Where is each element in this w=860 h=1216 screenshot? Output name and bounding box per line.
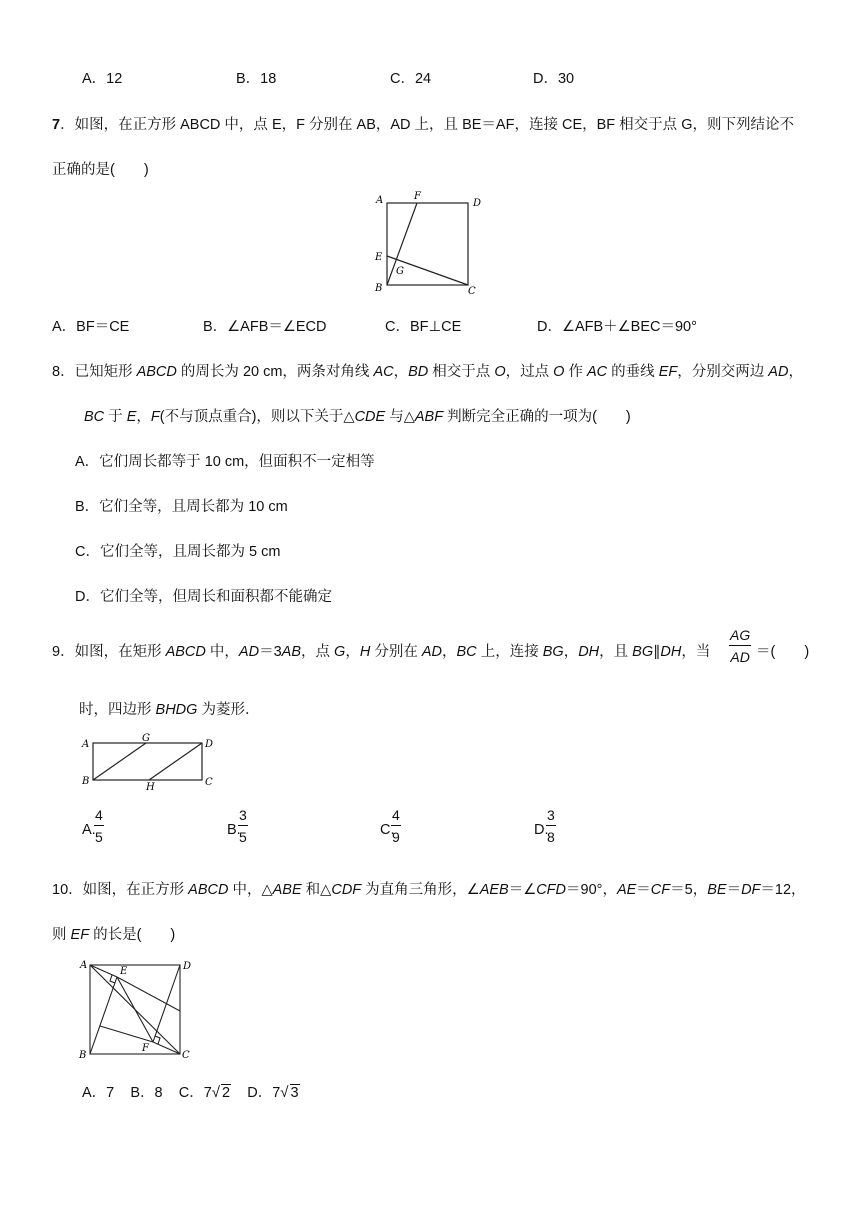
q10-label-f: F [142, 1043, 149, 1054]
q9-option-c-fraction: $\frac{4}{9}$ [392, 807, 400, 845]
q10-label-e: E [120, 966, 128, 977]
q7-option-c: C．BF⊥CE [385, 319, 462, 335]
q7-figure-square [370, 188, 490, 298]
q10-figure-square [74, 955, 204, 1065]
q7-label-e: E [375, 252, 383, 263]
q8-text-line2: BC 于 E，F(不与顶点重合)，则以下关于△CDE 与△ABF 判断完全正确的一项为( ) [84, 409, 631, 425]
q9-text-line2: 时，四边形 BHDG 为菱形． [79, 702, 260, 718]
q9-blank: ＝( ) [756, 644, 810, 660]
q6-option-a: A．12 [82, 71, 123, 87]
q7-option-b: B．∠AFB＝∠ECD [203, 319, 327, 335]
q9-label-g: G [142, 733, 150, 744]
q7-option-a: A．BF＝CE [52, 319, 130, 335]
q7-text-line2: 正确的是( ) [52, 162, 149, 178]
q7-label-c: C [468, 286, 476, 297]
q9-label-b: B [82, 776, 90, 787]
q8-text-line1: 8．已知矩形 ABCD 的周长为 20 cm，两条对角线 AC，BD 相交于点 O，过点 O 作 AC 的垂线 EF，分别交两边 AD， [52, 364, 803, 380]
q10-options [82, 1081, 300, 1102]
q8-option-a: A．它们周长都等于 10 cm，但面积不一定相等 [75, 454, 375, 470]
q7-label-b: B [375, 283, 383, 294]
q6-option-c: C．24 [390, 71, 432, 87]
q9-fraction-ag-ad: $\frac{AG}{AD}$ [730, 627, 751, 665]
q8-option-b: B．它们全等，且周长都为 10 cm [75, 499, 288, 515]
sqrt-symbol: √ 2 [211, 1084, 231, 1101]
q10-label-d: D [183, 961, 192, 972]
q9-label-h: H [146, 782, 155, 793]
sqrt-symbol: √ 3 [280, 1084, 299, 1101]
q10-text-line1: 10．如图，在正方形 ABCD 中，△ABE 和△CDF 为直角三角形，∠AEB＝∠CFD＝90°，AE＝CF＝5，BE＝DF＝12， [52, 882, 806, 898]
q7-text-line1: 7．如图，在正方形 ABCD 中，点 E，F 分别在 AB，AD 上，且 BE＝AF，连接 CE，BF 相交于点 G，则下列结论不 [52, 117, 794, 133]
q10-label-b: B [79, 1050, 87, 1061]
q8-option-d: D．它们全等，但周长和面积都不能确定 [75, 589, 332, 605]
q9-figure-rectangle [76, 732, 221, 794]
q7-number: 7 [52, 117, 61, 133]
q9-label-d: D [205, 739, 214, 750]
q10-label-a: A [80, 960, 88, 971]
q10-text-line2: 则 EF 的长是( ) [52, 927, 176, 943]
q9-option-b-letter: B. [227, 822, 241, 838]
q9-option-d-fraction: $\frac{3}{8}$ [547, 807, 555, 845]
q9-option-c-letter: C. [380, 822, 395, 838]
q9-label-a: A [82, 739, 90, 750]
q6-option-d: D．30 [533, 71, 575, 87]
q9-option-a-fraction: $\frac{4}{5}$ [95, 807, 103, 845]
q7-option-d: D．∠AFB＋∠BEC＝90° [537, 319, 697, 335]
q7-label-f: F [414, 191, 421, 202]
q9-label-c: C [205, 777, 213, 788]
q10-option-d: D．7√ 3 [247, 1084, 299, 1101]
q7-label-d: D [473, 198, 482, 209]
q10-option-b: B．8 [130, 1085, 163, 1101]
q6-option-b: B．18 [236, 71, 277, 87]
q9-option-b-fraction: $\frac{3}{5}$ [239, 807, 247, 845]
q9-option-d-letter: D. [534, 822, 549, 838]
q7-label-a: A [376, 195, 384, 206]
q9-option-a-letter: A. [82, 822, 96, 838]
q10-option-c: C．7√ 2 [178, 1084, 231, 1101]
q7-label-g: G [396, 266, 404, 277]
q8-option-c: C．它们全等，且周长都为 5 cm [75, 544, 281, 560]
q9-text-line1: 9．如图，在矩形 ABCD 中，AD＝3AB，点 G，H 分别在 AD，BC 上，连接 BG，DH，且 BG∥DH，当 [52, 644, 711, 660]
q10-option-a: A．7 [82, 1085, 115, 1101]
q10-label-c: C [182, 1050, 190, 1061]
